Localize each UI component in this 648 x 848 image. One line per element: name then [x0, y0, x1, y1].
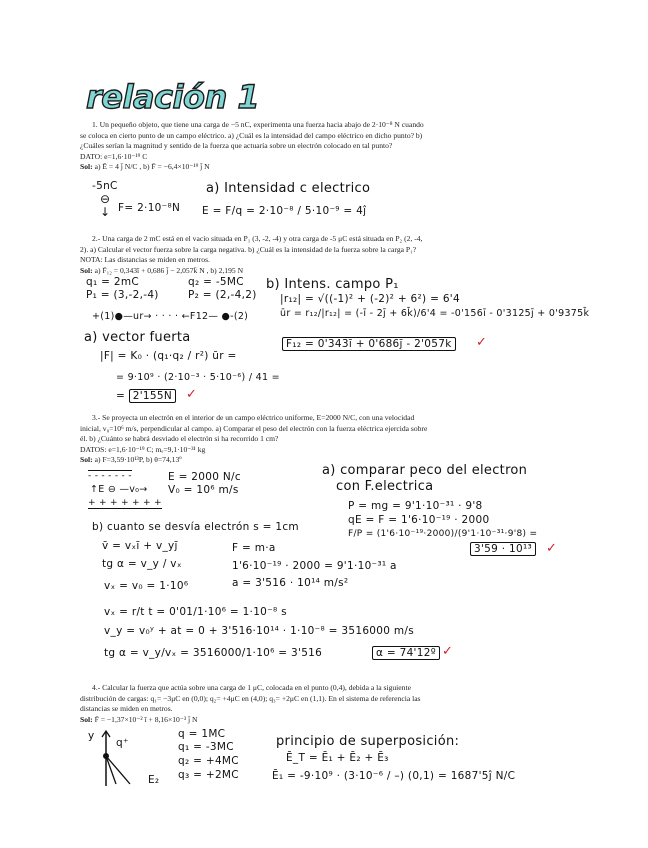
hw-q1: q₁ = 2mC [86, 276, 139, 288]
hw-c2: 1'6·10⁻¹⁹ · 2000 = 9'1·10⁻³¹ a [232, 560, 397, 572]
hw-d4-wrap [372, 647, 440, 659]
hw-q-plus: q⁺ [116, 737, 129, 749]
hw-b3: F₁₂ = 0'343ī + 0'686j̄ - 2'057k̄ [282, 337, 456, 351]
solution-text: a) Ē = 4 j̄ N/C , b) F̄ = −6,4×10⁻¹⁹ j̄ N [92, 162, 210, 171]
hw-formula: E = F/q = 2·10⁻⁸ / 5·10⁻⁹ = 4ĵ [202, 205, 367, 217]
hw-a2: = 9·10⁹ · (2·10⁻³ · 5·10⁻⁶) / 41 = [116, 372, 280, 383]
hw-plate-top: - - - - - - - [88, 471, 132, 481]
hw-d4: α = 74'12º [372, 646, 440, 660]
check-icon: ✓ [186, 386, 197, 401]
problem-4-solution [80, 715, 421, 726]
hw-y-axis: y [88, 730, 95, 742]
hw-a3: F/P = (1'6·10⁻¹⁹·2000)/(9'1·10⁻³¹·9'8) = [348, 529, 538, 539]
solution-label: Sol: [80, 265, 93, 275]
solution-label: Sol: [80, 162, 93, 171]
hw-b2: ūr = r₁₂/|r₁₂| = (-ī - 2j̄ + 6k̄)/6'4 = -0'156ī - 0'3125j̄ + 0'9375k̄ [280, 308, 590, 319]
problem-4-line: 4.- Calcular la fuerza que actúa sobre una carga de 1 μC, colocada en el punto (0,4), debida a la siguiente [92, 683, 411, 692]
hw-p2: P₂ = (2,-4,2) [188, 289, 257, 301]
hw-a4-wrap [470, 543, 536, 555]
check-icon: ✓ [546, 540, 557, 555]
problem-2-line: NOTA: Las distancias se miden en metros. [80, 255, 210, 264]
problem-3-line: él. b) ¿Cuánto se habrá desviado el electrón si ha recorrido 1 cm? [80, 434, 279, 443]
hw-q2: q₂ = +4MC [178, 755, 239, 767]
hw-a1: |F| = K₀ · (q₁·q₂ / r²) ūr = [100, 350, 237, 362]
hw-q2: q₂ = -5MC [188, 276, 244, 288]
hw-a3: 2'155N [129, 389, 176, 403]
hw-E: E = 2000 N/c [168, 471, 241, 483]
hw-b-heading: b) cuanto se desvía electrón s = 1cm [92, 521, 299, 533]
hw-q1: q₁ = -3MC [178, 741, 234, 753]
solution-text: a) F̄₁₂ = 0,343ī + 0,686 j̄ − 2,057k̄ N , b) 2,195 N [92, 265, 244, 275]
hw-d1: vₓ = r/t t = 0'01/1·10⁶ = 1·10⁻⁸ s [104, 606, 287, 618]
problem-1-line: ¿Cuáles serían la magnitud y sentido de la fuerza que actuaría sobre un electrón colocado en tal punto? [80, 141, 393, 150]
hw-b3: vₓ = v₀ = 1·10⁶ [104, 580, 189, 592]
hw-b1: |r₁₂| = √((-1)² + (-2)² + 6²) = 6'4 [280, 293, 460, 305]
hw-e-total: Ē_T = Ē₁ + Ē₂ + Ē₃ [286, 752, 389, 764]
hw-d2: v_y = v₀ʸ + at = 0 + 3'516·10¹⁴ · 1·10⁻⁸ = 3516000 m/s [104, 625, 415, 637]
charge-diagram-icon: ⊖ ↓ [100, 192, 111, 219]
hw-charge: -5nC [92, 180, 118, 192]
hw-q3: q₃ = +2MC [178, 769, 239, 781]
hw-heading: a) Intensidad c electrico [206, 181, 371, 196]
problem-4-line: distribución de cargas: q₁= −3μC en (0,0); q₂= +4μC en (4,0); q₃= +2μC en (1,1). En el sistema de referencia las [80, 693, 421, 703]
hw-force: F= 2·10⁻⁸N [118, 202, 181, 214]
solution-label: Sol: [80, 455, 93, 464]
hw-v0: V₀ = 10⁶ m/s [168, 484, 239, 496]
hw-a1: P = mg = 9'1·10⁻³¹ · 9'8 [348, 500, 483, 512]
hw-e1: Ē₁ = -9·10⁹ · (3·10⁻⁶ / –) (0,1) = 1687'5ĵ N/C [272, 770, 516, 782]
hw-a-heading: a) vector fuerta [84, 330, 191, 345]
hw-c1: F = m·a [232, 542, 276, 554]
hw-a2: qE = F = 1'6·10⁻¹⁹ · 2000 [348, 514, 490, 526]
problem-2-line: 2). a) Calcular el vector fuerza sobre la carga negativa. b) ¿Cuál es la intensidad de la fuerza sobre la carga P₁? [80, 244, 417, 254]
hw-c3: a = 3'516 · 10¹⁴ m/s² [232, 577, 349, 589]
hw-field: ↑E ⊖ —v₀→ [90, 484, 148, 495]
problem-1-line: se coloca en cierto punto de un campo eléctrico. a) ¿Cuál es la intensidad del campo eléctrico en dicho punto? b) [80, 130, 423, 140]
hw-heading: principio de superposición: [276, 734, 460, 749]
problem-3-line: inicial, v₀=10⁶ m/s, perpendicular al campo. a) Comparar el peso del electrón con la fuerza eléctrica ejercida sobre [80, 423, 428, 433]
hw-b3-wrap [282, 338, 456, 350]
problem-1-line: DATO: e=1,6·10⁻¹⁹ C [80, 151, 148, 161]
problem-1-line: 1. Un pequeño objeto, que tiene una carga de −5 nC, experimenta una fuerza hacia abajo de 2·10⁻⁸ N cuando [92, 120, 424, 129]
hw-a4: 3'59 · 10¹³ [470, 542, 536, 556]
hw-b2: tg α = v_y / vₓ [102, 558, 182, 570]
hw-b1: v̄ = vₓī + v_yj̄ [102, 540, 178, 552]
problem-4-line: distancias se miden en metros. [80, 704, 173, 713]
hw-b-heading: b) Intens. campo P₁ [266, 277, 399, 292]
check-icon: ✓ [476, 334, 487, 349]
solution-text: F̄ = −1,37×10⁻² ī + 8,16×10⁻³ j̄ N [92, 714, 198, 724]
hw-q: q = 1MC [178, 728, 226, 740]
solution-label: Sol: [80, 714, 93, 724]
solution-text: a) F=3,59·10¹³P, b) θ=74,13º [92, 455, 182, 464]
hw-a3-wrap: = 2'155N [116, 390, 176, 402]
problem-2-solution [80, 266, 422, 277]
problem-4 [80, 683, 421, 725]
problem-3-line: 3.- Se proyecta un electrón en el interior de un campo eléctrico uniforme, E=2000 N/C, con una velocidad [92, 413, 415, 422]
check-icon: ✓ [442, 643, 453, 658]
hw-e2-label: E₂ [148, 774, 160, 786]
hw-p1: P₁ = (3,-2,-4) [86, 289, 159, 301]
hw-d3: tg α = v_y/vₓ = 3516000/1·10⁶ = 3'516 [104, 647, 323, 659]
problem-1-solution [80, 162, 424, 173]
page-title: relación 1 [86, 78, 260, 116]
hw-a-heading-2: con F.electrica [336, 479, 434, 494]
problem-2 [80, 234, 422, 276]
hw-a-heading-1: a) comparar peco del electron [322, 463, 528, 478]
problem-3 [80, 413, 427, 466]
problem-1 [80, 120, 424, 173]
hw-diagram: +(1)●—ur→ · · · · ←F12— ●-(2) [92, 311, 249, 322]
hw-plate-bottom: + + + + + + + [88, 498, 162, 508]
problem-3-line: DATOS: e=1,6·10⁻¹⁹ C; mₑ=9,1·10⁻³¹ kg [80, 444, 206, 454]
problem-2-line: 2.- Una carga de 2 mC está en el vacío situada en P₁ (3, -2, -4) y otra carga de -5 μC está situada en P₂ (2, -4, [92, 234, 423, 243]
